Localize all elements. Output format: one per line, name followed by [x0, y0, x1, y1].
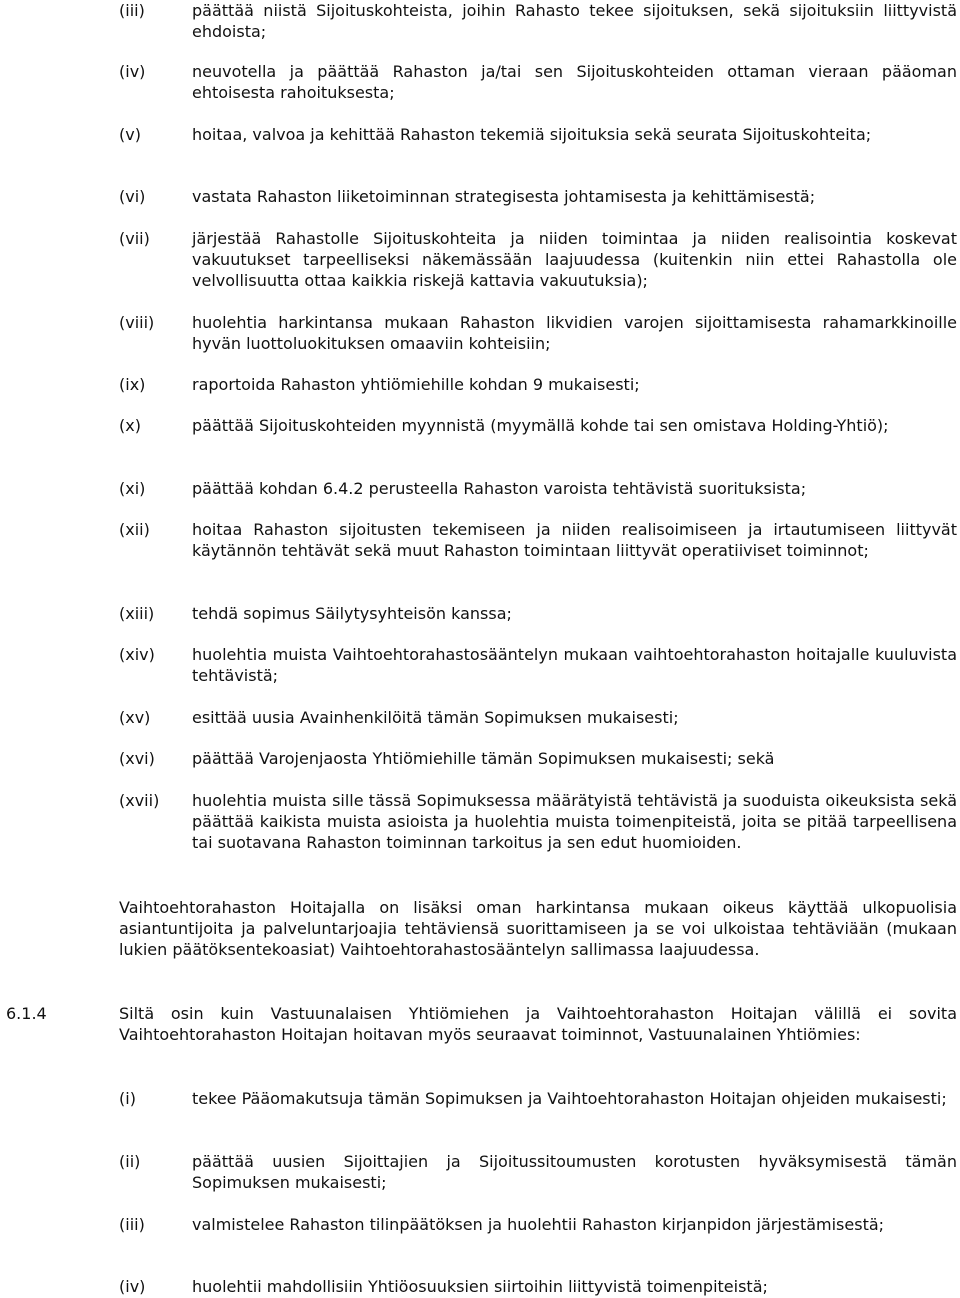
item-text: päättää uusien Sijoittajien ja Sijoitussitoumusten korotusten hyväksymisestä tämän Sopimuksen mukaisesti;: [192, 1152, 957, 1192]
item-text: tekee Pääomakutsuja tämän Sopimuksen ja Vaihtoehtorahaston Hoitajan ohjeiden mukaisesti;: [192, 1089, 947, 1108]
item-text: päättää niistä Sijoituskohteista, joihin Rahasto tekee sijoituksen, sekä sijoituksiin liittyvistä ehdoista;: [192, 1, 957, 41]
body-paragraph: Vaihtoehtorahaston Hoitajalla on lisäksi oman harkintansa mukaan oikeus käyttää ulkopuolisia asiantuntijoita ja palveluntarjoajia tehtäviensä suorittamiseen ja se voi ulkoistaa tehtäviään (mukaan lukien päätöksentekoasiat) Vaihtoehtorahastosääntelyn sallimassa laajuudessa.: [119, 898, 957, 959]
item-number: (ix): [119, 375, 146, 394]
item-text: huolehtii mahdollisiin Yhtiöosuuksien siirtoihin liittyvistä toimenpiteistä;: [192, 1277, 768, 1296]
item-text: päättää kohdan 6.4.2 perusteella Rahaston varoista tehtävistä suorituksista;: [192, 479, 807, 498]
item-number: (xvii): [119, 791, 160, 810]
item-number: (i): [119, 1089, 136, 1108]
item-text: huolehtia muista Vaihtoehtorahastosääntelyn mukaan vaihtoehtorahaston hoitajalle kuuluvista tehtävistä;: [192, 645, 957, 685]
item-number: (viii): [119, 313, 155, 332]
item-text: hoitaa, valvoa ja kehittää Rahaston tekemiä sijoituksia sekä seurata Sijoituskohteita;: [192, 125, 872, 144]
item-text: huolehtia muista sille tässä Sopimuksessa määrätyistä tehtävistä ja suoduista oikeuksista sekä päättää kaikista muista asioista ja huolehtia muista toimenpiteistä, joita se pitää tarpeellisena tai suotavana Rahaston toiminnan tarkoitus ja sen edut huomioiden.: [192, 791, 957, 852]
item-number: (iv): [119, 1277, 146, 1296]
item-number: (x): [119, 416, 141, 435]
section-number: 6.1.4: [6, 1004, 47, 1023]
item-text: hoitaa Rahaston sijoitusten tekemiseen ja niiden realisoimiseen ja irtautumiseen liittyvät käytännön tehtävät sekä muut Rahaston toimintaan liittyvät operatiiviset toiminnot;: [192, 520, 957, 560]
item-number: (ii): [119, 1152, 141, 1171]
item-text: valmistelee Rahaston tilinpäätöksen ja huolehtii Rahaston kirjanpidon järjestämisestä;: [192, 1215, 885, 1234]
item-number: (xiii): [119, 604, 155, 623]
item-number: (xiv): [119, 645, 155, 664]
item-text: järjestää Rahastolle Sijoituskohteita ja niiden toimintaa ja niiden realisointia koskevat vakuutukset tarpeelliseksi näkemässään laajuudessa (kuitenkin niin ettei Rahastolla ole velvollisuutta ottaa kaikkia riskejä kattavia vakuutuksia);: [192, 229, 957, 290]
item-text: tehdä sopimus Säilytysyhteisön kanssa;: [192, 604, 512, 623]
item-text: raportoida Rahaston yhtiömiehille kohdan 9 mukaisesti;: [192, 375, 640, 394]
item-text: neuvotella ja päättää Rahaston ja/tai sen Sijoituskohteiden ottaman vieraan pääoman ehtoisesta rahoituksesta;: [192, 62, 957, 102]
item-text: päättää Varojenjaosta Yhtiömiehille tämän Sopimuksen mukaisesti; sekä: [192, 749, 775, 768]
item-number: (iii): [119, 1, 145, 20]
item-number: (vii): [119, 229, 150, 248]
item-number: (xvi): [119, 749, 155, 768]
item-number: (iii): [119, 1215, 145, 1234]
item-text: esittää uusia Avainhenkilöitä tämän Sopimuksen mukaisesti;: [192, 708, 679, 727]
item-number: (xv): [119, 708, 151, 727]
item-text: päättää Sijoituskohteiden myynnistä (myymällä kohde tai sen omistava Holding-Yhtiö);: [192, 416, 889, 435]
item-number: (xi): [119, 479, 146, 498]
item-text: huolehtia harkintansa mukaan Rahaston likvidien varojen sijoittamisesta rahamarkkinoille hyvän luottoluokituksen omaaviin kohteisiin;: [192, 313, 957, 353]
section-text: Siltä osin kuin Vastuunalaisen Yhtiömiehen ja Vaihtoehtorahaston Hoitajan välillä ei sovita Vaihtoehtorahaston Hoitajan hoitavan myös seuraavat toiminnot, Vastuunalainen Yhtiömies:: [119, 1004, 957, 1044]
item-number: (iv): [119, 62, 146, 81]
item-number: (v): [119, 125, 141, 144]
item-text: vastata Rahaston liiketoiminnan strategisesta johtamisesta ja kehittämisestä;: [192, 187, 816, 206]
item-number: (xii): [119, 520, 150, 539]
item-number: (vi): [119, 187, 146, 206]
